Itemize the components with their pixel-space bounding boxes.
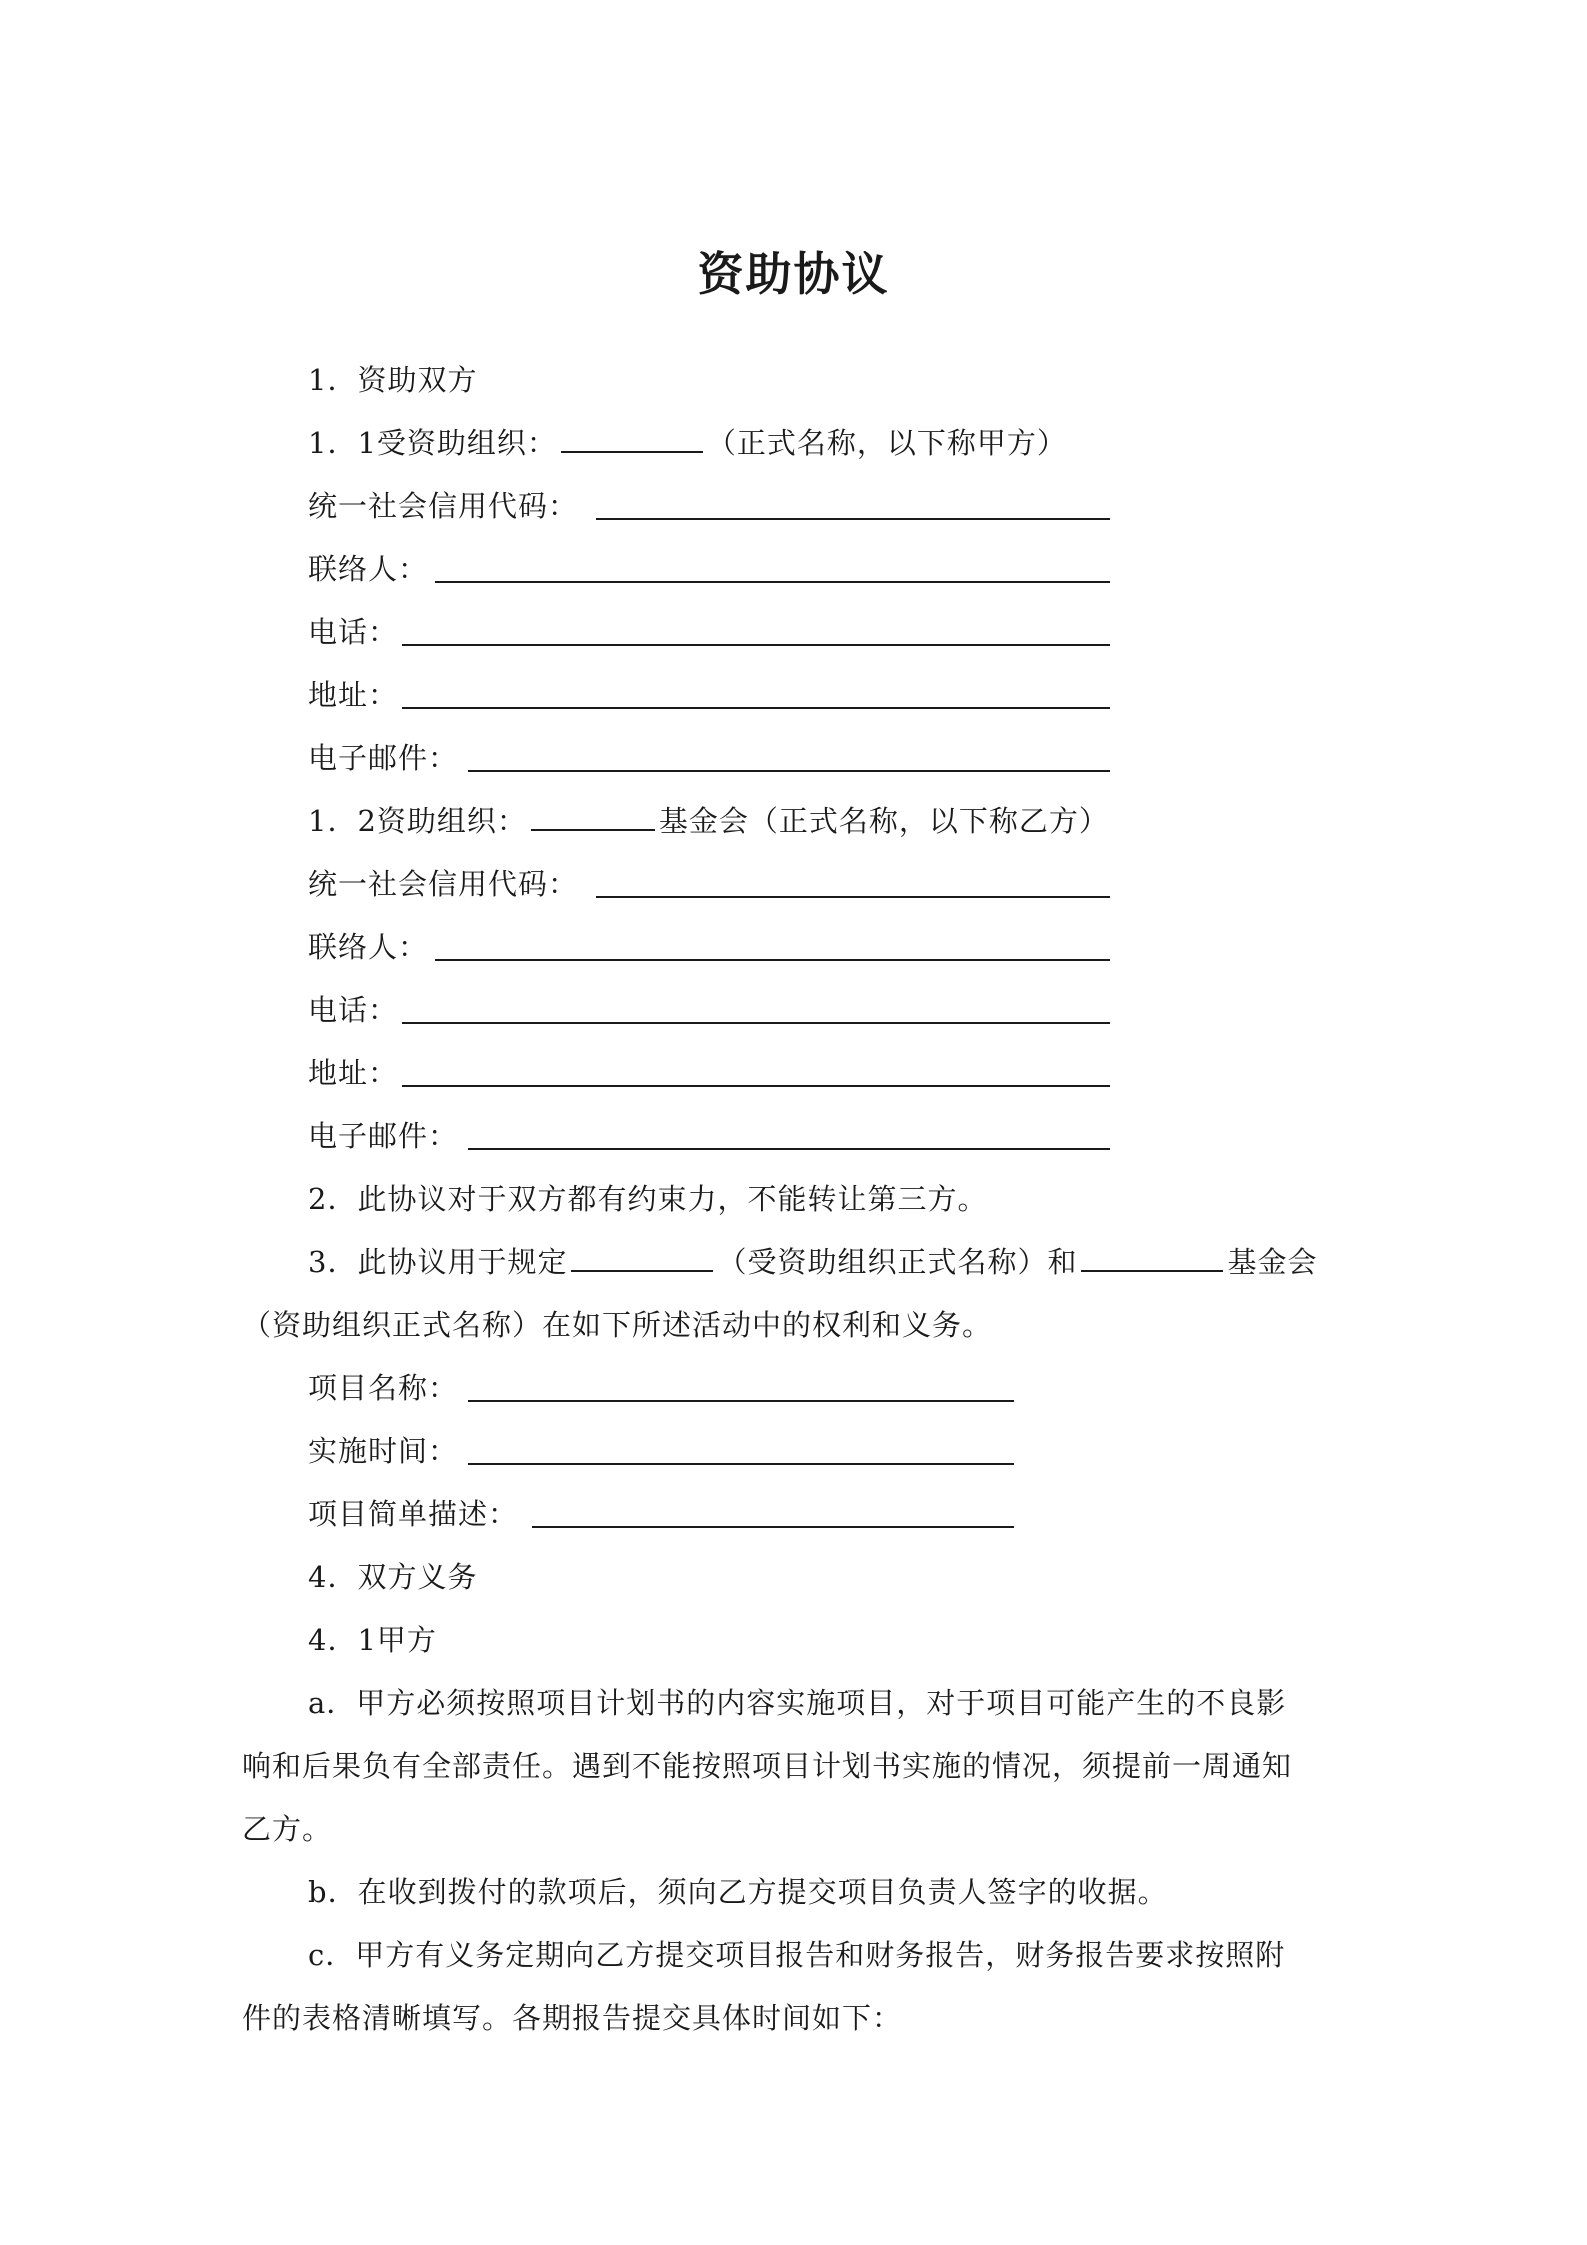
item-a-line-3: 乙方。 xyxy=(242,1812,333,1846)
party-b-phone-blank[interactable] xyxy=(402,1022,1110,1024)
party-b-address-blank[interactable] xyxy=(402,1085,1110,1087)
section-4-heading: 4．双方义务 xyxy=(308,1560,478,1594)
item-b: b．在收到拨付的款项后，须向乙方提交项目负责人签字的收据。 xyxy=(308,1875,1168,1909)
party-a-phone-line xyxy=(308,602,398,662)
party-a-email-line xyxy=(308,728,458,788)
project-description-label: 项目简单描述： xyxy=(308,1497,519,1531)
item-c-line-2: 件的表格清晰填写。各期报告提交具体时间如下： xyxy=(242,2001,903,2035)
party-a-credit-code-blank[interactable] xyxy=(596,518,1110,520)
party-a-address-line xyxy=(308,665,398,725)
phone-label: 电话： xyxy=(308,615,399,649)
project-name-label: 项目名称： xyxy=(308,1371,459,1405)
grantee-name-blank[interactable] xyxy=(561,415,703,453)
item-a-line-2: 响和后果负有全部责任。遇到不能按照项目计划书实施的情况，须提前一周通知 xyxy=(242,1749,1293,1783)
section-4-1-heading: 4．1甲方 xyxy=(308,1623,437,1657)
section-1-1-suffix: （正式名称，以下称甲方） xyxy=(706,426,1067,460)
section-1-2-prefix: 1．2资助组织： xyxy=(308,804,527,838)
section-1-1-prefix: 1．1受资助组织： xyxy=(308,426,557,460)
party-a-phone-blank[interactable] xyxy=(402,644,1110,646)
implementation-time-line xyxy=(308,1421,458,1481)
project-name-blank[interactable] xyxy=(468,1400,1014,1402)
email-label: 电子邮件： xyxy=(308,741,459,775)
section-2: 2．此协议对于双方都有约束力，不能转让第三方。 xyxy=(308,1182,988,1216)
address-label: 地址： xyxy=(308,1056,399,1090)
section-3-text-c: 基金会 xyxy=(1227,1245,1318,1279)
party-b-credit-code-line xyxy=(308,854,578,914)
project-description-blank[interactable] xyxy=(532,1526,1014,1528)
party-a-contact-blank[interactable] xyxy=(435,581,1110,583)
implementation-time-label: 实施时间： xyxy=(308,1434,459,1468)
party-a-email-blank[interactable] xyxy=(468,770,1110,772)
document-title: 资助协议 xyxy=(697,247,890,301)
credit-code-label: 统一社会信用代码： xyxy=(308,867,579,901)
item-c-line-1: c．甲方有义务定期向乙方提交项目报告和财务报告，财务报告要求按照附 xyxy=(308,1938,1286,1972)
party-b-address-line xyxy=(308,1043,398,1103)
party-b-email-blank[interactable] xyxy=(468,1148,1110,1150)
party-b-contact-blank[interactable] xyxy=(435,959,1110,961)
section-3-text-b: （受资助组织正式名称）和 xyxy=(717,1245,1078,1279)
grantee-formal-name-blank[interactable] xyxy=(571,1234,713,1272)
section-1-2-line xyxy=(308,791,1109,851)
section-1-heading: 1．资助双方 xyxy=(308,363,478,397)
party-b-contact-line xyxy=(308,917,428,977)
section-1-1-line xyxy=(308,413,1067,473)
foundation-formal-name-blank[interactable] xyxy=(1081,1234,1223,1272)
party-a-credit-code-line xyxy=(308,476,578,536)
section-3-line-1 xyxy=(308,1232,1317,1292)
email-label: 电子邮件： xyxy=(308,1119,459,1153)
contact-label: 联络人： xyxy=(308,930,429,964)
credit-code-label: 统一社会信用代码： xyxy=(308,489,579,523)
contact-label: 联络人： xyxy=(308,552,429,586)
party-a-contact-line xyxy=(308,539,428,599)
item-a-line-1: a．甲方必须按照项目计划书的内容实施项目，对于项目可能产生的不良影 xyxy=(308,1686,1287,1720)
foundation-name-blank[interactable] xyxy=(531,793,655,831)
party-b-credit-code-blank[interactable] xyxy=(596,896,1110,898)
project-description-line xyxy=(308,1484,518,1544)
section-3-line-2: （资助组织正式名称）在如下所述活动中的权利和义务。 xyxy=(242,1308,993,1342)
party-a-address-blank[interactable] xyxy=(402,707,1110,709)
party-b-email-line xyxy=(308,1106,458,1166)
address-label: 地址： xyxy=(308,678,399,712)
party-b-phone-line xyxy=(308,980,398,1040)
section-1-2-suffix: 基金会（正式名称，以下称乙方） xyxy=(658,804,1109,838)
implementation-time-blank[interactable] xyxy=(468,1463,1014,1465)
phone-label: 电话： xyxy=(308,993,399,1027)
section-3-text-a: 3．此协议用于规定 xyxy=(308,1245,568,1279)
project-name-line xyxy=(308,1358,458,1418)
